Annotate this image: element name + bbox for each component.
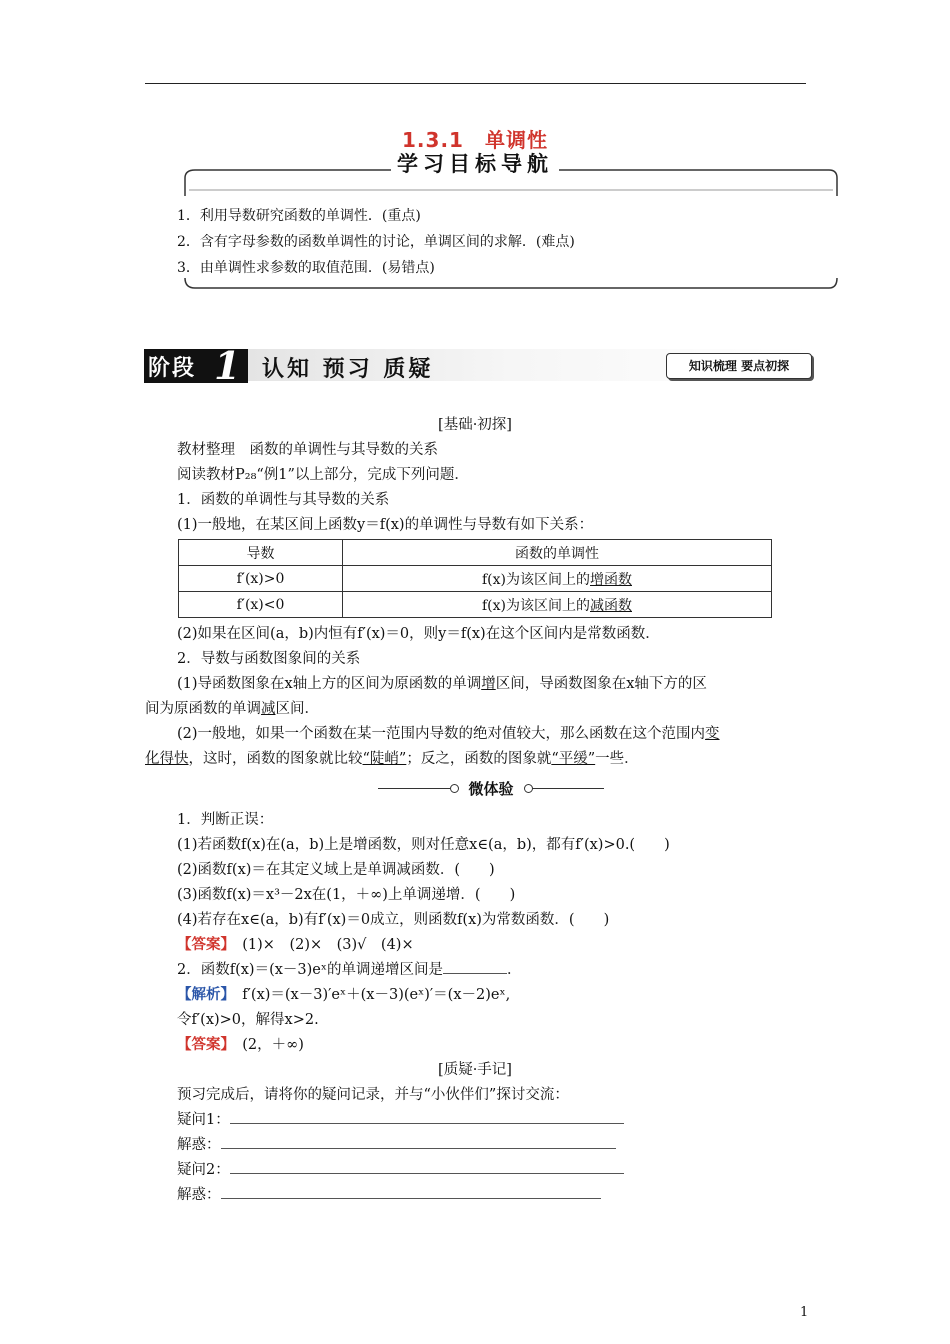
write-line[interactable] xyxy=(221,1134,616,1149)
text-span: 一些． xyxy=(595,751,639,767)
table-row xyxy=(179,592,772,618)
analysis-text: f′(x)＝(x－3)′eˣ＋(x－3)(eˣ)′＝(x－2)eˣ, xyxy=(227,987,511,1003)
table-cell xyxy=(343,566,772,592)
notes-label: 疑问1： xyxy=(177,1112,230,1128)
notes-label: 解惑： xyxy=(177,1137,221,1153)
answer-span: 化得快 xyxy=(145,751,189,767)
header-rule xyxy=(145,83,806,84)
text-line: 1．函数的单调性与其导数的关系 xyxy=(177,492,390,508)
question: (4)若存在x∈(a，b)有f′(x)＝0成立，则函数f(x)为常数函数．( ) xyxy=(177,912,610,928)
table-header-row xyxy=(179,540,772,566)
answer-span: 变 xyxy=(705,726,720,742)
text-span: 间为原函数的单调 xyxy=(145,701,261,717)
goal-item: 1．利用导数研究函数的单调性．(重点) xyxy=(177,208,421,224)
text-line xyxy=(177,722,720,743)
answer-span: “陡峭” xyxy=(362,751,407,767)
phase-tag: 知识梳理 要点初探 xyxy=(666,353,812,379)
answer-label: 【答案】 xyxy=(177,1036,228,1053)
write-line[interactable] xyxy=(221,1184,601,1199)
notes-label: 解惑： xyxy=(177,1187,221,1203)
phase-block xyxy=(144,343,248,388)
notes-row xyxy=(177,1133,616,1154)
derivative-table xyxy=(178,539,772,618)
page-number: 1 xyxy=(800,1305,809,1320)
section-heading: [基础·初探] xyxy=(438,417,512,433)
micro-title: 微体验 xyxy=(468,780,514,798)
table-cell xyxy=(343,592,772,618)
answer-line xyxy=(177,1033,304,1054)
text-line xyxy=(177,672,707,693)
question: (1)若函数f(x)在(a，b)上是增函数，则对任意x∈(a，b)，都有f′(x)>0.( ) xyxy=(177,837,670,853)
text-span: ；反之，函数的图象就 xyxy=(406,751,552,767)
goals-banner-text: 学习目标导航 xyxy=(391,152,559,176)
answer-line xyxy=(177,933,414,954)
text-span: ，这时，函数的图象就比较 xyxy=(188,751,363,767)
phase-label: 阶段 xyxy=(148,356,197,381)
phase-name: 认知 预习 质疑 xyxy=(262,357,434,382)
text-line xyxy=(145,747,639,768)
write-line[interactable] xyxy=(230,1159,624,1174)
table-row xyxy=(179,566,772,592)
notes-row xyxy=(177,1183,601,1204)
phase-banner xyxy=(144,343,814,388)
answer-span: 减 xyxy=(261,701,276,717)
micro-separator xyxy=(378,780,604,796)
notes-label: 疑问2： xyxy=(177,1162,230,1178)
question: (2)函数f(x)＝在其定义域上是单调减函数．( ) xyxy=(177,862,495,878)
analysis-label: 【解析】 xyxy=(177,986,228,1003)
text-span: (2)一般地，如果一个函数在某一范围内导数的绝对值较大，那么函数在这个范围内 xyxy=(177,726,706,742)
table-cell: f′(x)<0 xyxy=(179,592,343,618)
text-span: 区间，导函数图象在x轴下方的区 xyxy=(495,676,707,692)
notes-intro: 预习完成后，请将你的疑问记录，并与“小伙伴们”探讨交流： xyxy=(177,1087,569,1103)
phase-number: 1 xyxy=(214,343,241,388)
question: (3)函数f(x)＝x³－2x在(1，＋∞)上单调递增．( ) xyxy=(177,887,516,903)
table-header-cell: 导数 xyxy=(179,540,343,566)
table-cell: f′(x)>0 xyxy=(179,566,343,592)
question-end: ． xyxy=(507,962,522,978)
question xyxy=(177,958,522,979)
answer-label: 【答案】 xyxy=(177,936,228,953)
answer-text: (1)× (2)× (3)√ (4)× xyxy=(227,937,414,953)
answer-span: 增 xyxy=(481,676,496,692)
text-line xyxy=(145,697,319,718)
text-span: (1)导函数图象在x轴上方的区间为原函数的单调 xyxy=(177,676,482,692)
goal-item: 2．含有字母参数的函数单调性的讨论，单调区间的求解．(难点) xyxy=(177,234,575,250)
text-line: (1)一般地，在某区间上函数y＝f(x)的单调性与导数有如下关系： xyxy=(177,517,594,533)
goal-item: 3．由单调性求参数的取值范围．(易错点) xyxy=(177,260,435,276)
text-line: 教材整理 函数的单调性与其导数的关系 xyxy=(177,442,438,458)
notes-row xyxy=(177,1108,624,1129)
text-line: 2．导数与函数图象间的关系 xyxy=(177,651,361,667)
separator-line xyxy=(532,788,604,789)
analysis-line xyxy=(177,983,510,1004)
write-line[interactable] xyxy=(230,1109,624,1124)
text-line: (2)如果在区间(a，b)内恒有f′(x)＝0，则y＝f(x)在这个区间内是常数函数． xyxy=(177,626,660,642)
separator-line xyxy=(378,788,450,789)
table-header-cell: 函数的单调性 xyxy=(343,540,772,566)
answer-blank xyxy=(443,959,507,974)
cell-text: f(x)为该区间上的 xyxy=(481,571,590,588)
question: 1．判断正误： xyxy=(177,812,274,828)
page-title: 1.3.1 单调性 xyxy=(402,128,548,152)
answer-span: “平缓” xyxy=(551,751,596,767)
analysis-line: 令f′(x)>0，解得x>2. xyxy=(177,1012,319,1028)
cell-text: f(x)为该区间上的 xyxy=(481,597,590,614)
text-line: 阅读教材P₂₈“例1”以上部分，完成下列问题． xyxy=(177,467,469,483)
question-text: 2．函数f(x)＝(x－3)eˣ的单调递增区间是 xyxy=(177,962,444,978)
answer-text: (2，＋∞) xyxy=(227,1037,304,1053)
text-span: 区间． xyxy=(275,701,319,717)
notes-row xyxy=(177,1158,624,1179)
notes-heading: [质疑·手记] xyxy=(438,1062,512,1078)
cell-answer: 增函数 xyxy=(590,571,632,588)
cell-answer: 减函数 xyxy=(590,597,632,614)
goals-banner xyxy=(0,148,950,178)
